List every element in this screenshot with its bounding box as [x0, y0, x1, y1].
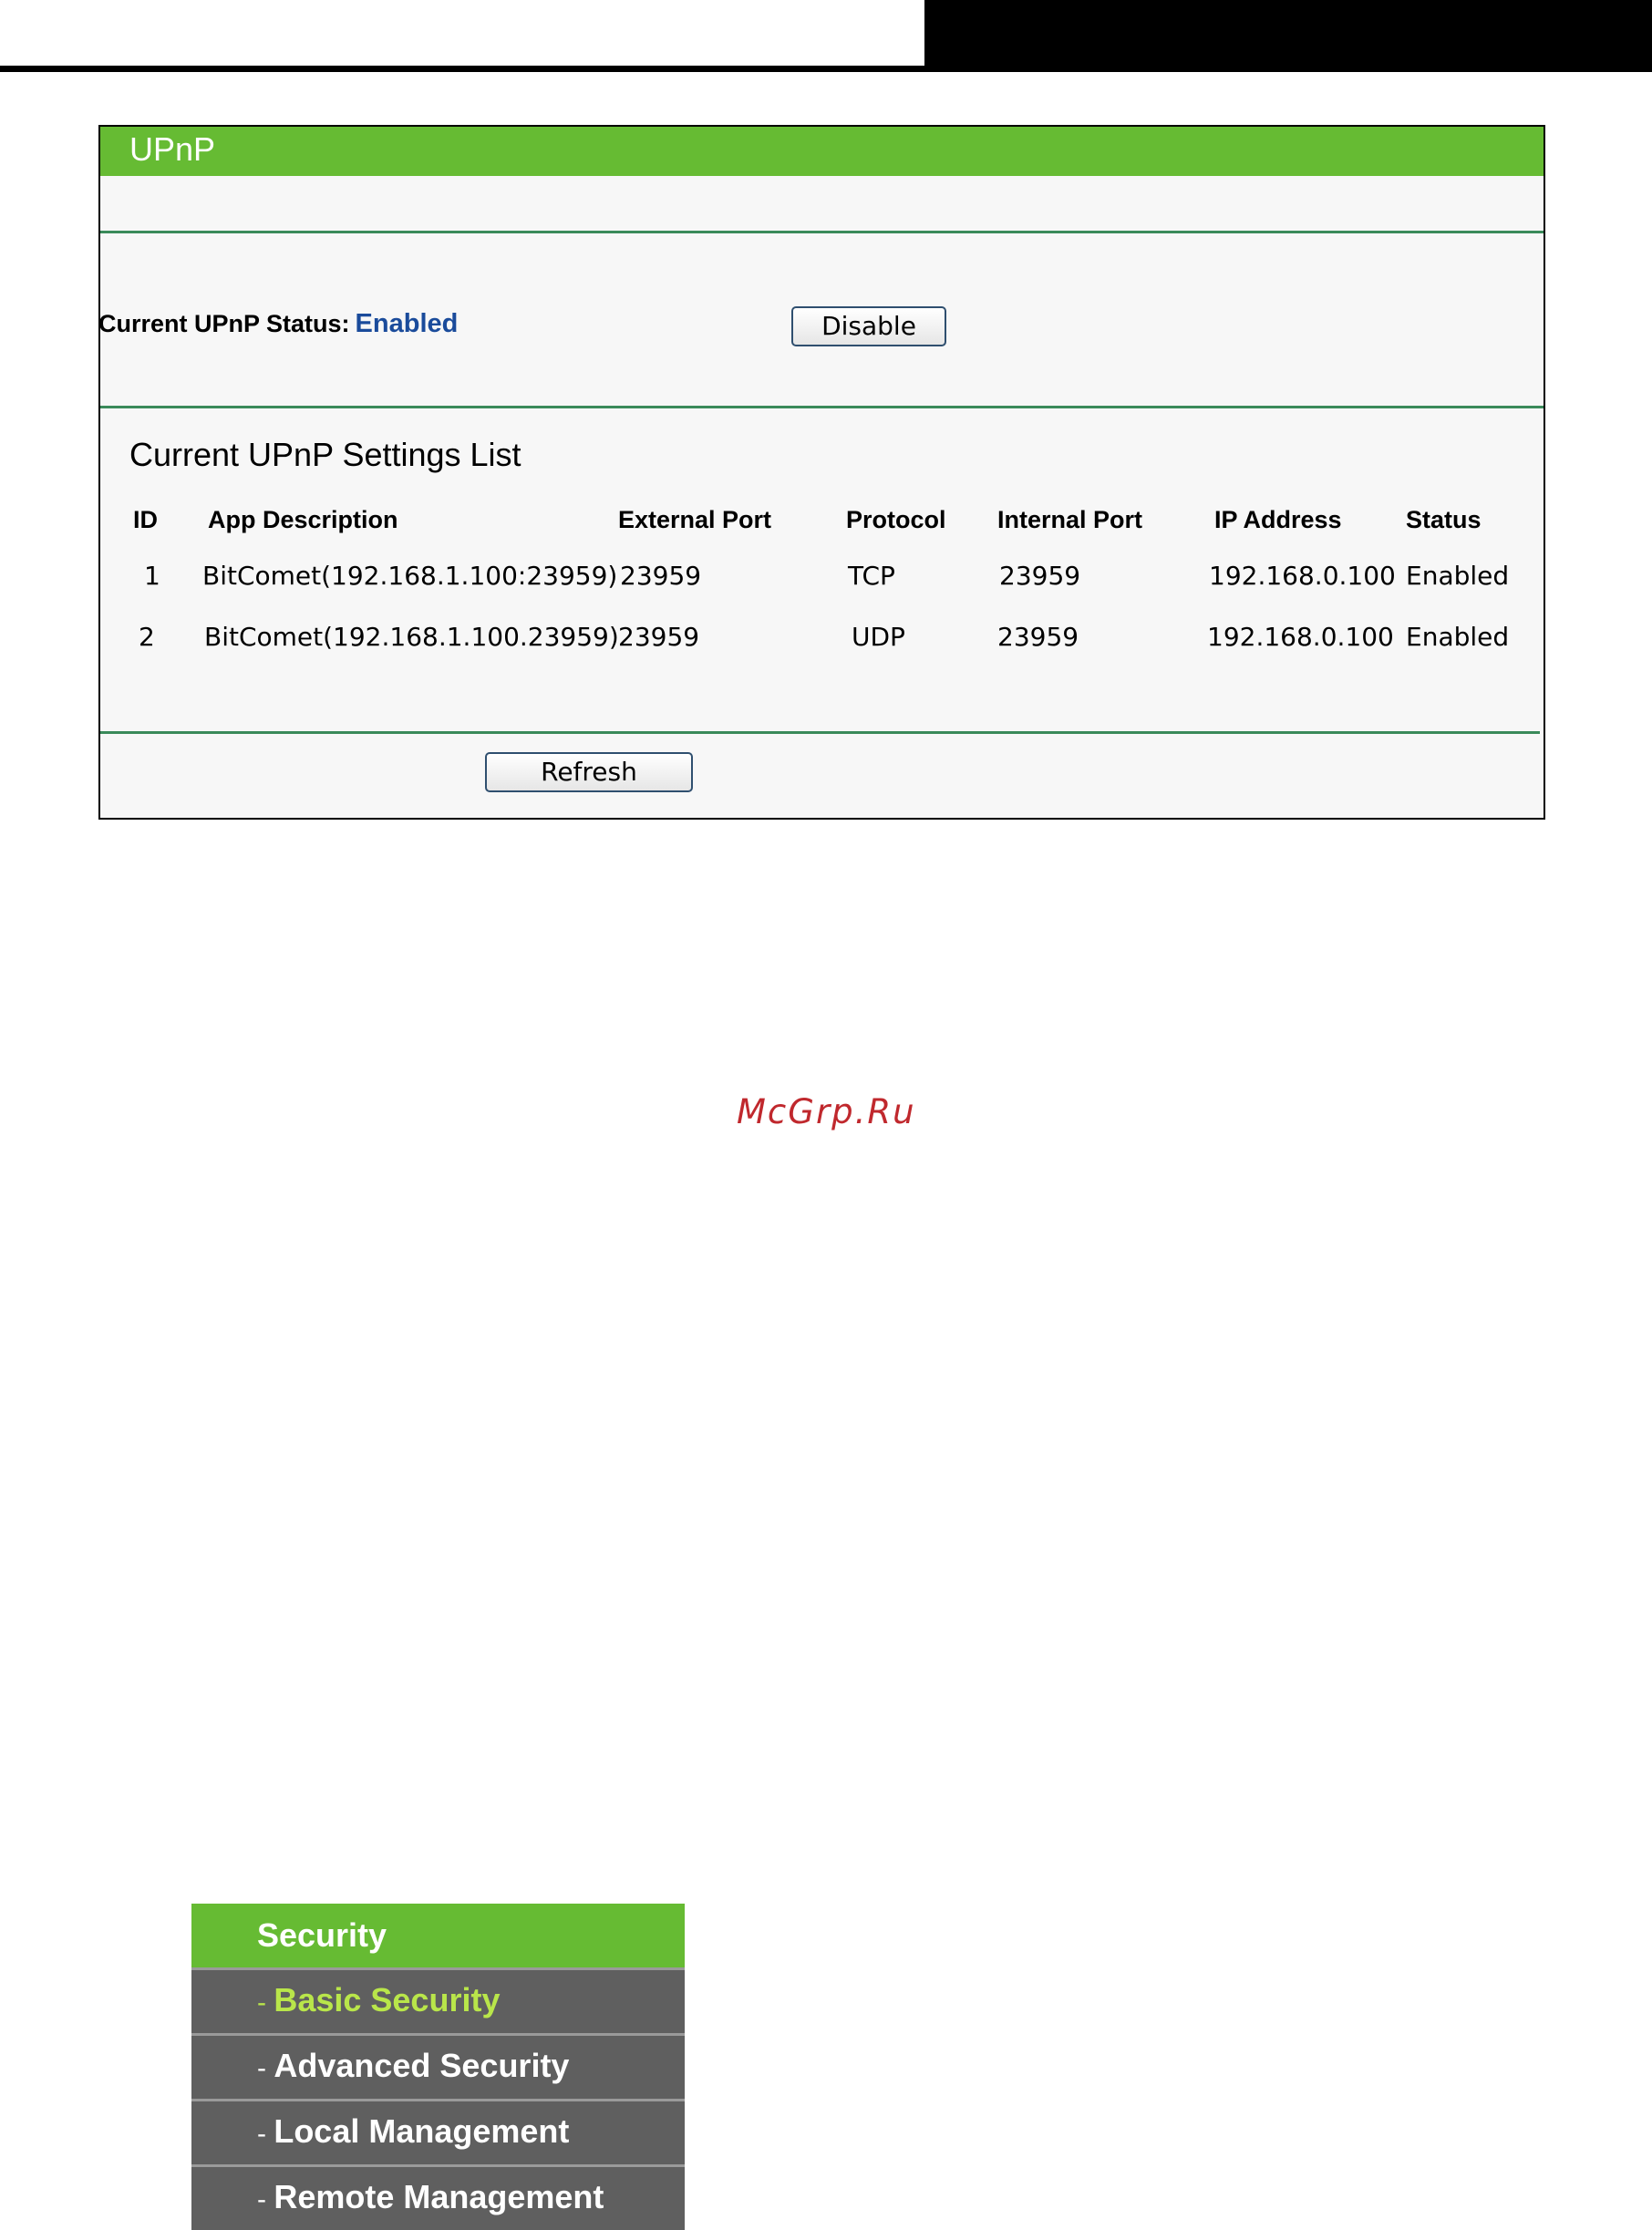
- menu-dash: -: [257, 2053, 274, 2083]
- panel-title: UPnP: [129, 130, 216, 168]
- cell-id: 2: [139, 622, 155, 652]
- col-header-id: ID: [133, 506, 158, 533]
- cell-external-port: 23959: [618, 622, 700, 652]
- cell-internal-port: 23959: [999, 561, 1081, 591]
- cell-status: Enabled: [1406, 561, 1510, 591]
- menu-item-basic-security[interactable]: [191, 1967, 685, 2033]
- cell-app-description: BitComet(192.168.1.100.23959): [204, 622, 619, 652]
- col-header-ip-address: IP Address: [1214, 506, 1342, 533]
- cell-status: Enabled: [1406, 622, 1510, 652]
- settings-list-title: Current UPnP Settings List: [129, 436, 521, 473]
- header-rule: [0, 66, 924, 72]
- menu-dash: -: [257, 1987, 274, 2018]
- col-header-protocol: Protocol: [846, 506, 946, 533]
- menu-item-label: Advanced Security: [274, 2047, 570, 2084]
- cell-internal-port: 23959: [997, 622, 1079, 652]
- menu-item-label: Basic Security: [274, 1981, 501, 2018]
- col-header-internal-port: Internal Port: [997, 506, 1143, 533]
- col-header-app-description: App Description: [208, 506, 398, 533]
- menu-item-advanced-security[interactable]: [191, 2033, 685, 2099]
- security-menu-header[interactable]: Security: [191, 1904, 685, 1967]
- menu-dash: -: [257, 2119, 274, 2149]
- disable-button[interactable]: Disable: [791, 306, 946, 346]
- cell-ip-address: 192.168.0.100: [1209, 561, 1396, 591]
- cell-id: 1: [144, 561, 160, 591]
- panel-title-bar: [100, 127, 1544, 176]
- divider: [100, 406, 1544, 408]
- cell-protocol: TCP: [848, 561, 895, 591]
- refresh-button[interactable]: Refresh: [485, 752, 693, 792]
- header-block: [924, 0, 1652, 72]
- upnp-panel: [98, 125, 1545, 820]
- watermark: McGrp.Ru: [737, 1092, 916, 1131]
- security-menu: [191, 1904, 685, 2230]
- menu-item-label: Local Management: [274, 2112, 570, 2150]
- upnp-status: [98, 308, 458, 339]
- status-label: Current UPnP Status:: [98, 310, 350, 337]
- cell-ip-address: 192.168.0.100: [1207, 622, 1394, 652]
- menu-item-label: Remote Management: [274, 2178, 604, 2215]
- divider: [100, 231, 1544, 233]
- divider: [100, 731, 1540, 734]
- status-value: Enabled: [355, 309, 459, 338]
- menu-item-local-management[interactable]: [191, 2099, 685, 2164]
- menu-dash: -: [257, 2184, 274, 2215]
- menu-item-remote-management[interactable]: [191, 2164, 685, 2230]
- col-header-status: Status: [1406, 506, 1482, 533]
- col-header-external-port: External Port: [618, 506, 772, 533]
- cell-app-description: BitComet(192.168.1.100:23959): [202, 561, 618, 591]
- cell-protocol: UDP: [852, 622, 905, 652]
- cell-external-port: 23959: [620, 561, 702, 591]
